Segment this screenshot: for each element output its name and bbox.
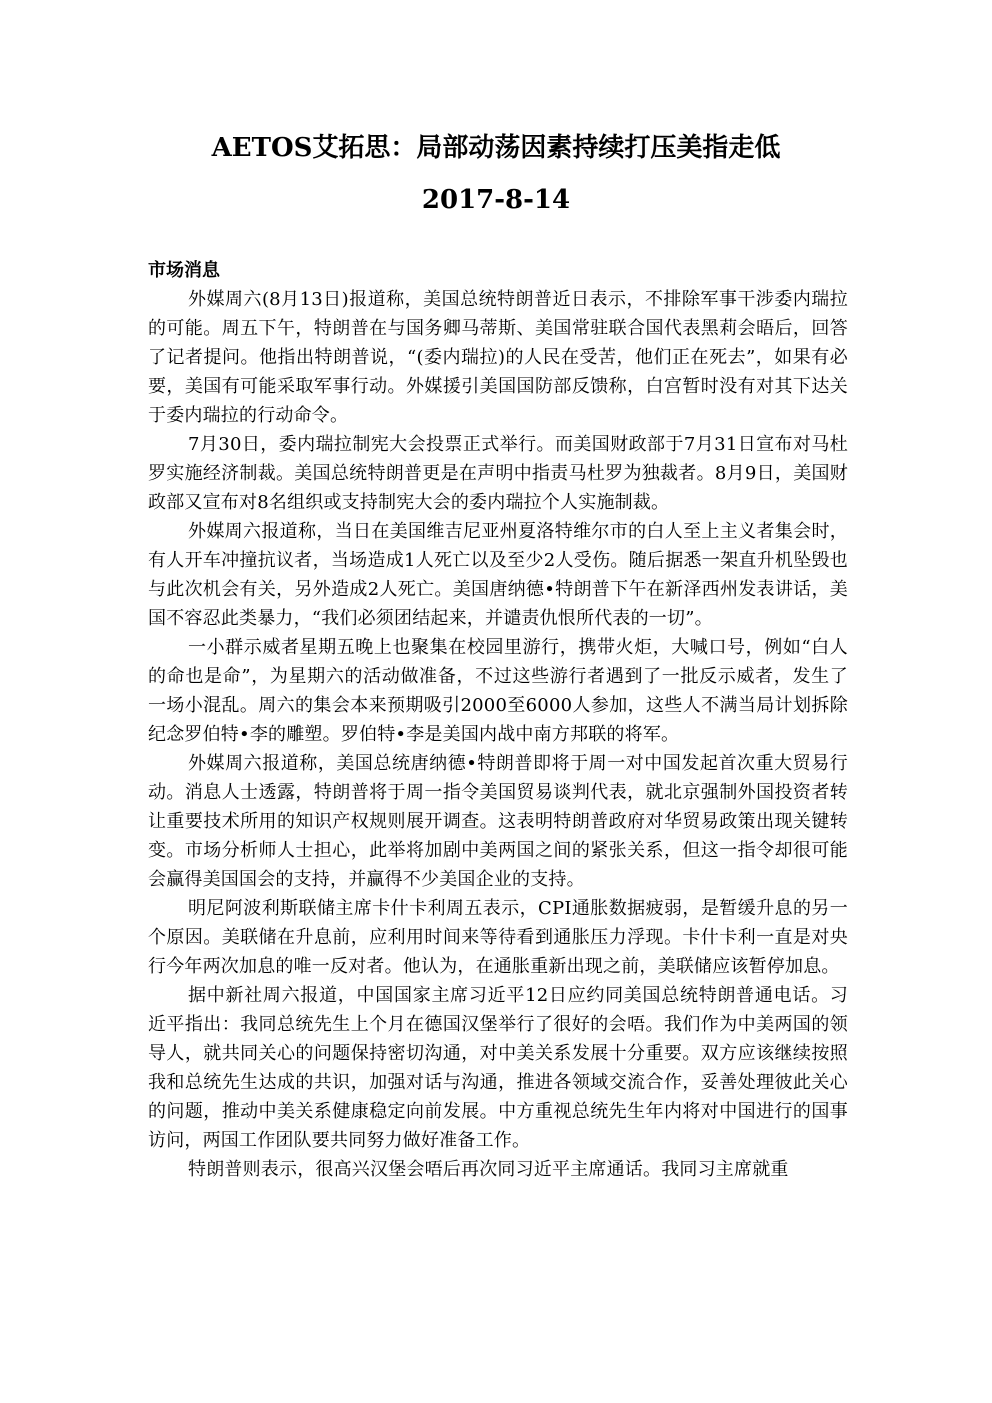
- paragraph: 外媒周六报道称，美国总统唐纳德•特朗普即将于周一对中国发起首次重大贸易行动。消息人士透露，特朗普将于周一指令美国贸易谈判代表，就北京强制外国投资者转让重要技术所用的知识产权规则展开调查。这表明特朗普政府对华贸易政策出现关键转变。市场分析师人士担心，此举将加剧中美两国之间的紧张关系，但这一指令却很可能会赢得美国国会的支持，并赢得不少美国企业的支持。: [148, 753, 848, 890]
- paragraph: 特朗普则表示，很高兴汉堡会唔后再次同习近平主席通话。我同习主席就重: [188, 1159, 789, 1180]
- paragraph: 据中新社周六报道，中国国家主席习近平12日应约同美国总统特朗普通电话。习近平指出：我同总统先生上个月在德国汉堡举行了很好的会唔。我们作为中美两国的领导人，就共同关心的问题保持密切沟通，对中美关系发展十分重要。双方应该继续按照我和总统先生达成的共识，加强对话与沟通，推进各领域交流合作，妥善处理彼此关心的问题，推动中美关系健康稳定向前发展。中方重视总统先生年内将对中国进行的国事访问，两国工作团队要共同努力做好准备工作。: [148, 985, 848, 1151]
- paragraph: 外媒周六(8月13日)报道称，美国总统特朗普近日表示，不排除军事干涉委内瑞拉的可能。周五下午，特朗普在与国务卿马蒂斯、美国常驻联合国代表黑莉会晤后，回答了记者提问。他指出特朗普说，“(委内瑞拉)的人民在受苦，他们正在死去”，如果有必要，美国有可能采取军事行动。外媒援引美国国防部反馈称，白宫暂时没有对其下达关于委内瑞拉的行动命令。: [148, 289, 848, 426]
- paragraph: 一小群示威者星期五晚上也聚集在校园里游行，携带火炬，大喊口号，例如“白人的命也是命”，为星期六的活动做准备，不过这些游行者遇到了一批反示威者，发生了一场小混乱。周六的集会本来预期吸引2000至6000人参加，这些人不满当局计划拆除纪念罗伯特•李的雕塑。罗伯特•李是美国内战中南方邦联的将军。: [148, 637, 848, 745]
- document-body: [148, 256, 848, 1184]
- section-heading: 市场消息: [148, 260, 220, 281]
- paragraph: 7月30日，委内瑞拉制宪大会投票正式举行。而美国财政部于7月31日宣布对马杜罗实施经济制裁。美国总统特朗普更是在声明中指责马杜罗为独裁者。8月9日，美国财政部又宣布对8名组织或支持制宪大会的委内瑞拉个人实施制裁。: [148, 434, 848, 513]
- document-date: 2017-8-14: [421, 185, 571, 215]
- document-title: AETOS艾拓思：局部动荡因素持续打压美指走低: [211, 133, 781, 163]
- paragraph: 明尼阿波利斯联储主席卡什卡利周五表示，CPI通胀数据疲弱，是暂缓升息的另一个原因。美联储在升息前，应利用时间来等待看到通胀压力浮现。卡什卡利一直是对央行今年两次加息的唯一反对者。他认为，在通胀重新出现之前，美联储应该暂停加息。: [148, 898, 848, 977]
- paragraph: 外媒周六报道称，当日在美国维吉尼亚州夏洛特维尔市的白人至上主义者集会时，有人开车冲撞抗议者，当场造成1人死亡以及至少2人受伤。随后据悉一架直升机坠毁也与此次机会有关，另外造成2人死亡。美国唐纳德•特朗普下午在新泽西州发表讲话，美国不容忍此类暴力，“我们必须团结起来，并谴责仇恨所代表的一切”。: [148, 521, 848, 629]
